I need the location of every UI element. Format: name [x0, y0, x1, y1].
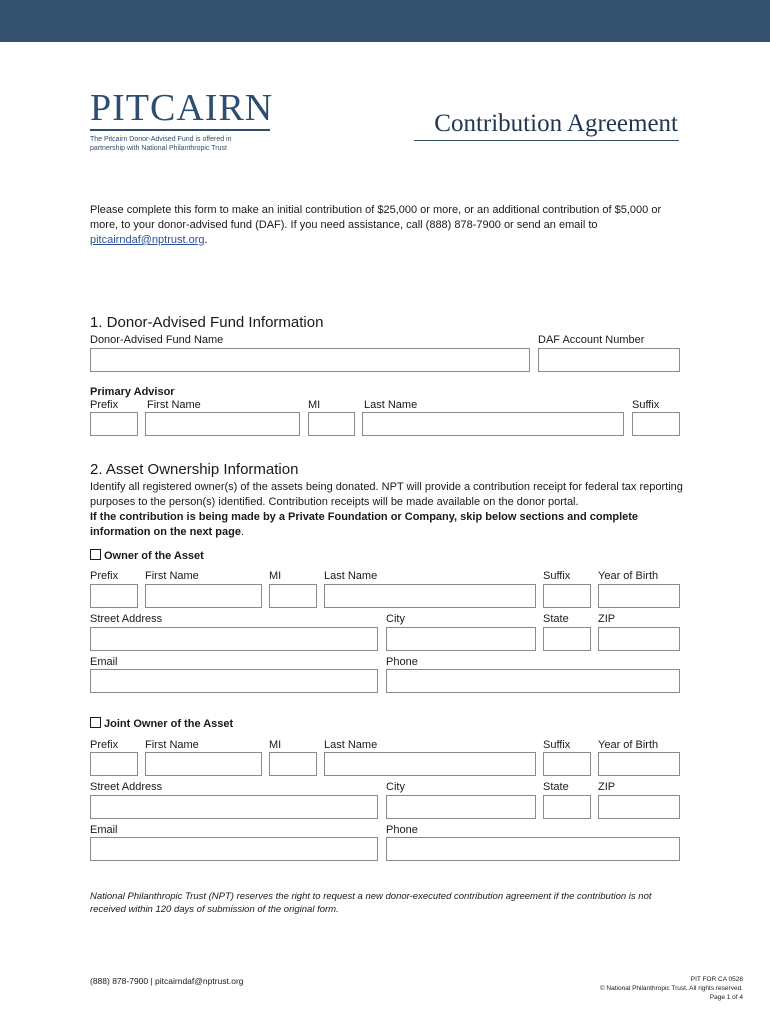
email-link[interactable]: pitcairndaf@nptrust.org — [90, 234, 205, 246]
advisor-first-name-input[interactable] — [145, 412, 300, 436]
joint-city-label: City — [386, 781, 405, 793]
owner-birth-year-input[interactable] — [598, 584, 680, 608]
joint-prefix-label: Prefix — [90, 739, 119, 751]
owner-prefix-label: Prefix — [90, 570, 119, 582]
footer-contact: (888) 878-7900 | pitcairndaf@nptrust.org — [90, 976, 244, 986]
joint-zip-input[interactable] — [598, 795, 680, 819]
advisor-suffix-label: Suffix — [632, 399, 660, 411]
owner-suffix-input[interactable] — [543, 584, 591, 608]
owner-city-input[interactable] — [386, 627, 536, 651]
owner-first-name-label: First Name — [145, 570, 199, 582]
owner-last-name-label: Last Name — [324, 570, 378, 582]
joint-first-name-label: First Name — [145, 739, 199, 751]
joint-owner-checkbox-row[interactable] — [90, 717, 233, 730]
owner-email-input[interactable] — [90, 669, 378, 693]
logo-underline — [90, 129, 270, 131]
joint-last-name-label: Last Name — [324, 739, 378, 751]
advisor-last-name-input[interactable] — [362, 412, 624, 436]
joint-state-input[interactable] — [543, 795, 591, 819]
advisor-mi-input[interactable] — [308, 412, 355, 436]
intro-text-end: . — [204, 234, 208, 246]
pitcairn-logo: PITCAIRN — [90, 87, 274, 129]
joint-birth-year-input[interactable] — [598, 752, 680, 776]
owner-phone-label: Phone — [386, 656, 418, 668]
joint-state-label: State — [543, 781, 569, 793]
logo-tagline: The Pitcairn Donor-Advised Fund is offered in partnership with National Philanthropic Trust — [90, 136, 232, 152]
owner-prefix-input[interactable] — [90, 584, 138, 608]
footer-page-number: Page 1 of 4 — [709, 994, 743, 1001]
section2-desc-text: Identify all registered owner(s) of the assets being donated. NPT will provide a contribution receipt for federal tax reporting purposes to the person(s) identified. Contribution receipts will be made available on the donor portal. — [90, 481, 683, 508]
joint-street-label: Street Address — [90, 781, 163, 793]
fund-name-input[interactable] — [90, 348, 530, 372]
owner-checkbox-row[interactable] — [90, 549, 204, 562]
account-number-input[interactable] — [538, 348, 680, 372]
owner-phone-input[interactable] — [386, 669, 680, 693]
owner-checkbox[interactable] — [90, 549, 101, 560]
owner-street-input[interactable] — [90, 627, 378, 651]
owner-last-name-input[interactable] — [324, 584, 536, 608]
owner-suffix-label: Suffix — [543, 570, 571, 582]
intro-paragraph — [90, 203, 680, 248]
fund-name-label: Donor-Advised Fund Name — [90, 334, 224, 346]
joint-email-label: Email — [90, 824, 118, 836]
footer-form-code: PIT FOR CA 0528 — [690, 976, 743, 983]
joint-street-input[interactable] — [90, 795, 378, 819]
joint-email-input[interactable] — [90, 837, 378, 861]
footer-info — [600, 975, 743, 1002]
joint-suffix-label: Suffix — [543, 739, 571, 751]
page-title: Contribution Agreement — [434, 110, 678, 137]
owner-zip-label: ZIP — [598, 613, 616, 625]
owner-state-label: State — [543, 613, 569, 625]
owner-city-label: City — [386, 613, 405, 625]
section2-desc-bold: If the contribution is being made by a Private Foundation or Company, skip below sections and complete information on the next page — [90, 511, 639, 538]
owner-first-name-input[interactable] — [145, 584, 262, 608]
advisor-prefix-label: Prefix — [90, 399, 119, 411]
joint-phone-label: Phone — [386, 824, 418, 836]
header-band — [0, 0, 770, 42]
owner-checkbox-label: Owner of the Asset — [104, 550, 204, 562]
primary-advisor-label: Primary Advisor — [90, 386, 175, 398]
title-underline — [414, 140, 679, 141]
footer-copyright: © National Philanthropic Trust. All rights reserved. — [599, 985, 743, 992]
section2-heading: 2. Asset Ownership Information — [90, 461, 299, 478]
account-number-label: DAF Account Number — [538, 334, 645, 346]
owner-state-input[interactable] — [543, 627, 591, 651]
advisor-last-name-label: Last Name — [364, 399, 418, 411]
section2-desc-end: . — [240, 526, 245, 538]
joint-suffix-input[interactable] — [543, 752, 591, 776]
owner-zip-input[interactable] — [598, 627, 680, 651]
joint-mi-input[interactable] — [269, 752, 317, 776]
joint-owner-checkbox-label: Joint Owner of the Asset — [104, 718, 234, 730]
disclaimer-text: National Philanthropic Trust (NPT) reserves the right to request a new donor-executed contribution agreement if the contribution is not received within 120 days of submission of the original form. — [90, 891, 652, 915]
joint-prefix-input[interactable] — [90, 752, 138, 776]
section2-description — [90, 480, 690, 540]
joint-birth-year-label: Year of Birth — [598, 739, 659, 751]
owner-mi-input[interactable] — [269, 584, 317, 608]
advisor-mi-label: MI — [308, 399, 321, 411]
owner-email-label: Email — [90, 656, 118, 668]
advisor-suffix-input[interactable] — [632, 412, 680, 436]
owner-mi-label: MI — [269, 570, 282, 582]
owner-birth-year-label: Year of Birth — [598, 570, 659, 582]
joint-city-input[interactable] — [386, 795, 536, 819]
joint-owner-checkbox[interactable] — [90, 717, 101, 728]
joint-last-name-input[interactable] — [324, 752, 536, 776]
joint-mi-label: MI — [269, 739, 282, 751]
owner-street-label: Street Address — [90, 613, 163, 625]
intro-text: Please complete this form to make an initial contribution of $25,000 or more, or an additional contribution of $5,000 or more, to your donor-advised fund (DAF). If you need assistance, call (888) 878-7900 or send an email to — [90, 204, 662, 231]
section1-heading: 1. Donor-Advised Fund Information — [90, 314, 324, 331]
joint-zip-label: ZIP — [598, 781, 616, 793]
advisor-first-name-label: First Name — [147, 399, 201, 411]
joint-first-name-input[interactable] — [145, 752, 262, 776]
joint-phone-input[interactable] — [386, 837, 680, 861]
advisor-prefix-input[interactable] — [90, 412, 138, 436]
